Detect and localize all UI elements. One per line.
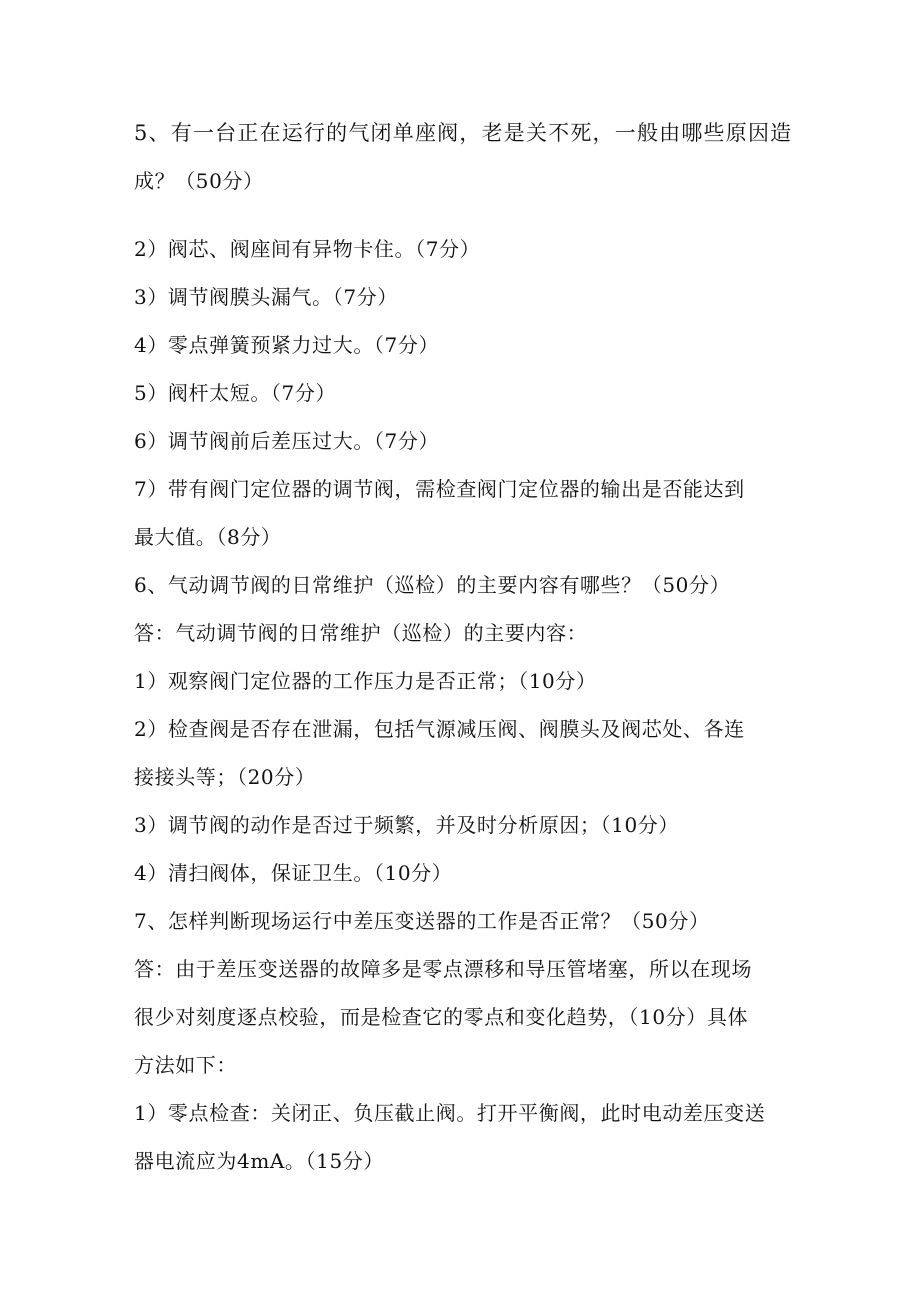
question-7-title: 7、怎样判断现场运行中差压变送器的工作是否正常？（50分）: [134, 909, 710, 933]
answer-item: 6）调节阀前后差压过大。（7分）: [134, 429, 440, 453]
answer-item: 2）阀芯、阀座间有异物卡住。（7分）: [134, 237, 481, 261]
answer-intro: 很少对刻度逐点校验，而是检查它的零点和变化趋势，（10分）具体: [134, 1005, 749, 1029]
answer-item: 最大值。（8分）: [134, 525, 282, 549]
answer-item: 器电流应为4mA。（15分）: [134, 1149, 384, 1173]
answer-intro: 方法如下：: [134, 1053, 237, 1077]
answer-item: 2）检查阀是否存在泄漏，包括气源减压阀、阀膜头及阀芯处、各连: [134, 717, 745, 741]
answer-intro: 答：气动调节阀的日常维护（巡检）的主要内容：: [134, 621, 588, 645]
question-5-line-2: 成？（50分）: [134, 169, 264, 193]
answer-item: 5）阀杆太短。（7分）: [134, 381, 337, 405]
answer-item: 4）零点弹簧预紧力过大。（7分）: [134, 333, 440, 357]
answer-intro: 答：由于差压变送器的故障多是零点漂移和导压管堵塞，所以在现场: [134, 957, 752, 981]
answer-item: 1）观察阀门定位器的工作压力是否正常；（10分）: [134, 669, 597, 693]
answer-item: 3）调节阀的动作是否过于频繁，并及时分析原因；（10分）: [134, 813, 679, 837]
answer-item: 4）清扫阀体，保证卫生。（10分）: [134, 861, 453, 885]
question-5-line-1: 5、有一台正在运行的气闭单座阀，老是关不死，一般由哪些原因造: [134, 121, 793, 145]
answer-item: 3）调节阀膜头漏气。（7分）: [134, 285, 398, 309]
answer-item: 7）带有阀门定位器的调节阀，需检查阀门定位器的输出是否能达到: [134, 477, 745, 501]
answer-item: 接接头等；（20分）: [134, 765, 316, 789]
question-6-title: 6、气动调节阀的日常维护（巡检）的主要内容有哪些？（50分）: [134, 573, 731, 597]
answer-item: 1）零点检查：关闭正、负压截止阀。打开平衡阀，此时电动差压变送: [134, 1101, 766, 1125]
